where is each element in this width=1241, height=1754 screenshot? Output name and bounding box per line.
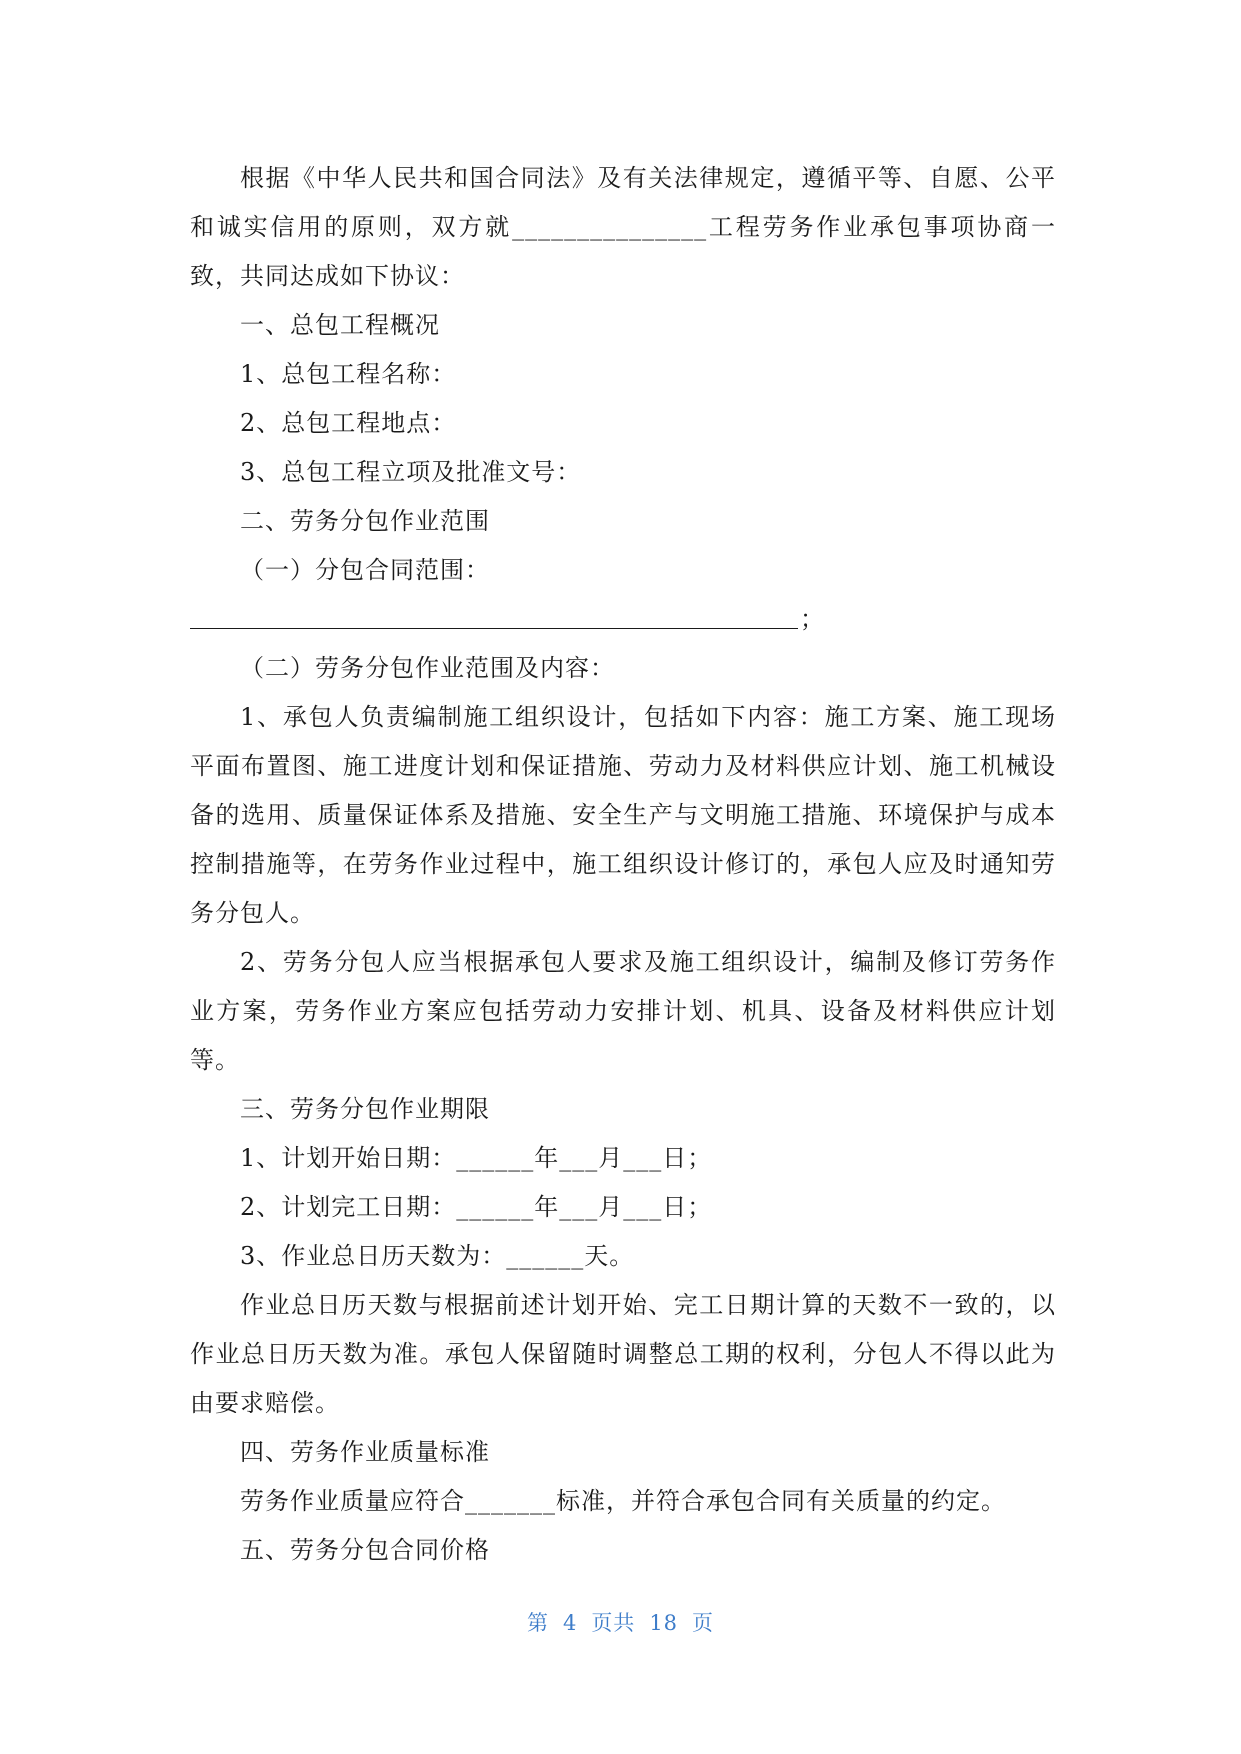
footer-suffix: 页 bbox=[692, 1611, 715, 1635]
intro-paragraph: 根据《中华人民共和国合同法》及有关法律规定，遵循平等、自愿、公平和诚实信用的原则，双方就_______________工程劳务作业承包事项协商一致，共同达成如下协议： bbox=[190, 164, 1056, 290]
clause-2-2-1: 1、承包人负责编制施工组织设计，包括如下内容：施工方案、施工现场平面布置图、施工进度计划和保证措施、劳动力及材料供应计划、施工机械设备的选用、质量保证体系及措施、安全生产与文明施工措施、环境保护与成本控制措施等，在劳务作业过程中，施工组织设计修订的，承包人应及时通知劳务分包人。 bbox=[190, 703, 1056, 927]
clause-4-text: 劳务作业质量应符合_______标准，并符合承包合同有关质量的约定。 bbox=[240, 1487, 1006, 1515]
footer-middle: 页共 bbox=[591, 1611, 636, 1635]
footer-total-pages: 18 bbox=[649, 1611, 679, 1635]
blank-line-terminator: ； bbox=[800, 605, 824, 633]
blank-underline bbox=[190, 628, 798, 629]
clause-1-1: 1、总包工程名称： bbox=[240, 360, 457, 388]
subsection-2-2: （二）劳务分包作业范围及内容： bbox=[240, 654, 615, 682]
fill-in-blank-line bbox=[190, 595, 1056, 644]
section-heading-4: 四、劳务作业质量标准 bbox=[240, 1438, 490, 1466]
footer-prefix: 第 bbox=[526, 1611, 549, 1635]
clause-3-note: 作业总日历天数与根据前述计划开始、完工日期计算的天数不一致的，以作业总日历天数为准。承包人保留随时调整总工期的权利，分包人不得以此为由要求赔偿。 bbox=[190, 1291, 1056, 1417]
section-heading-5: 五、劳务分包合同价格 bbox=[240, 1536, 490, 1564]
footer-current-page: 4 bbox=[562, 1611, 578, 1635]
section-heading-3: 三、劳务分包作业期限 bbox=[240, 1095, 490, 1123]
section-heading-1: 一、总包工程概况 bbox=[240, 311, 440, 339]
document-body bbox=[190, 154, 1056, 1575]
page-footer bbox=[0, 1607, 1241, 1637]
clause-3-3: 3、作业总日历天数为：______天。 bbox=[240, 1242, 635, 1270]
section-heading-2: 二、劳务分包作业范围 bbox=[240, 507, 490, 535]
subsection-2-1: （一）分包合同范围： bbox=[240, 556, 490, 584]
clause-3-1: 1、计划开始日期：______年___月___日； bbox=[240, 1144, 713, 1172]
clause-2-2-2: 2、劳务分包人应当根据承包人要求及施工组织设计，编制及修订劳务作业方案，劳务作业方案应包括劳动力安排计划、机具、设备及材料供应计划等。 bbox=[190, 948, 1056, 1074]
clause-3-2: 2、计划完工日期：______年___月___日； bbox=[240, 1193, 713, 1221]
clause-1-3: 3、总包工程立项及批准文号： bbox=[240, 458, 582, 486]
clause-1-2: 2、总包工程地点： bbox=[240, 409, 457, 437]
